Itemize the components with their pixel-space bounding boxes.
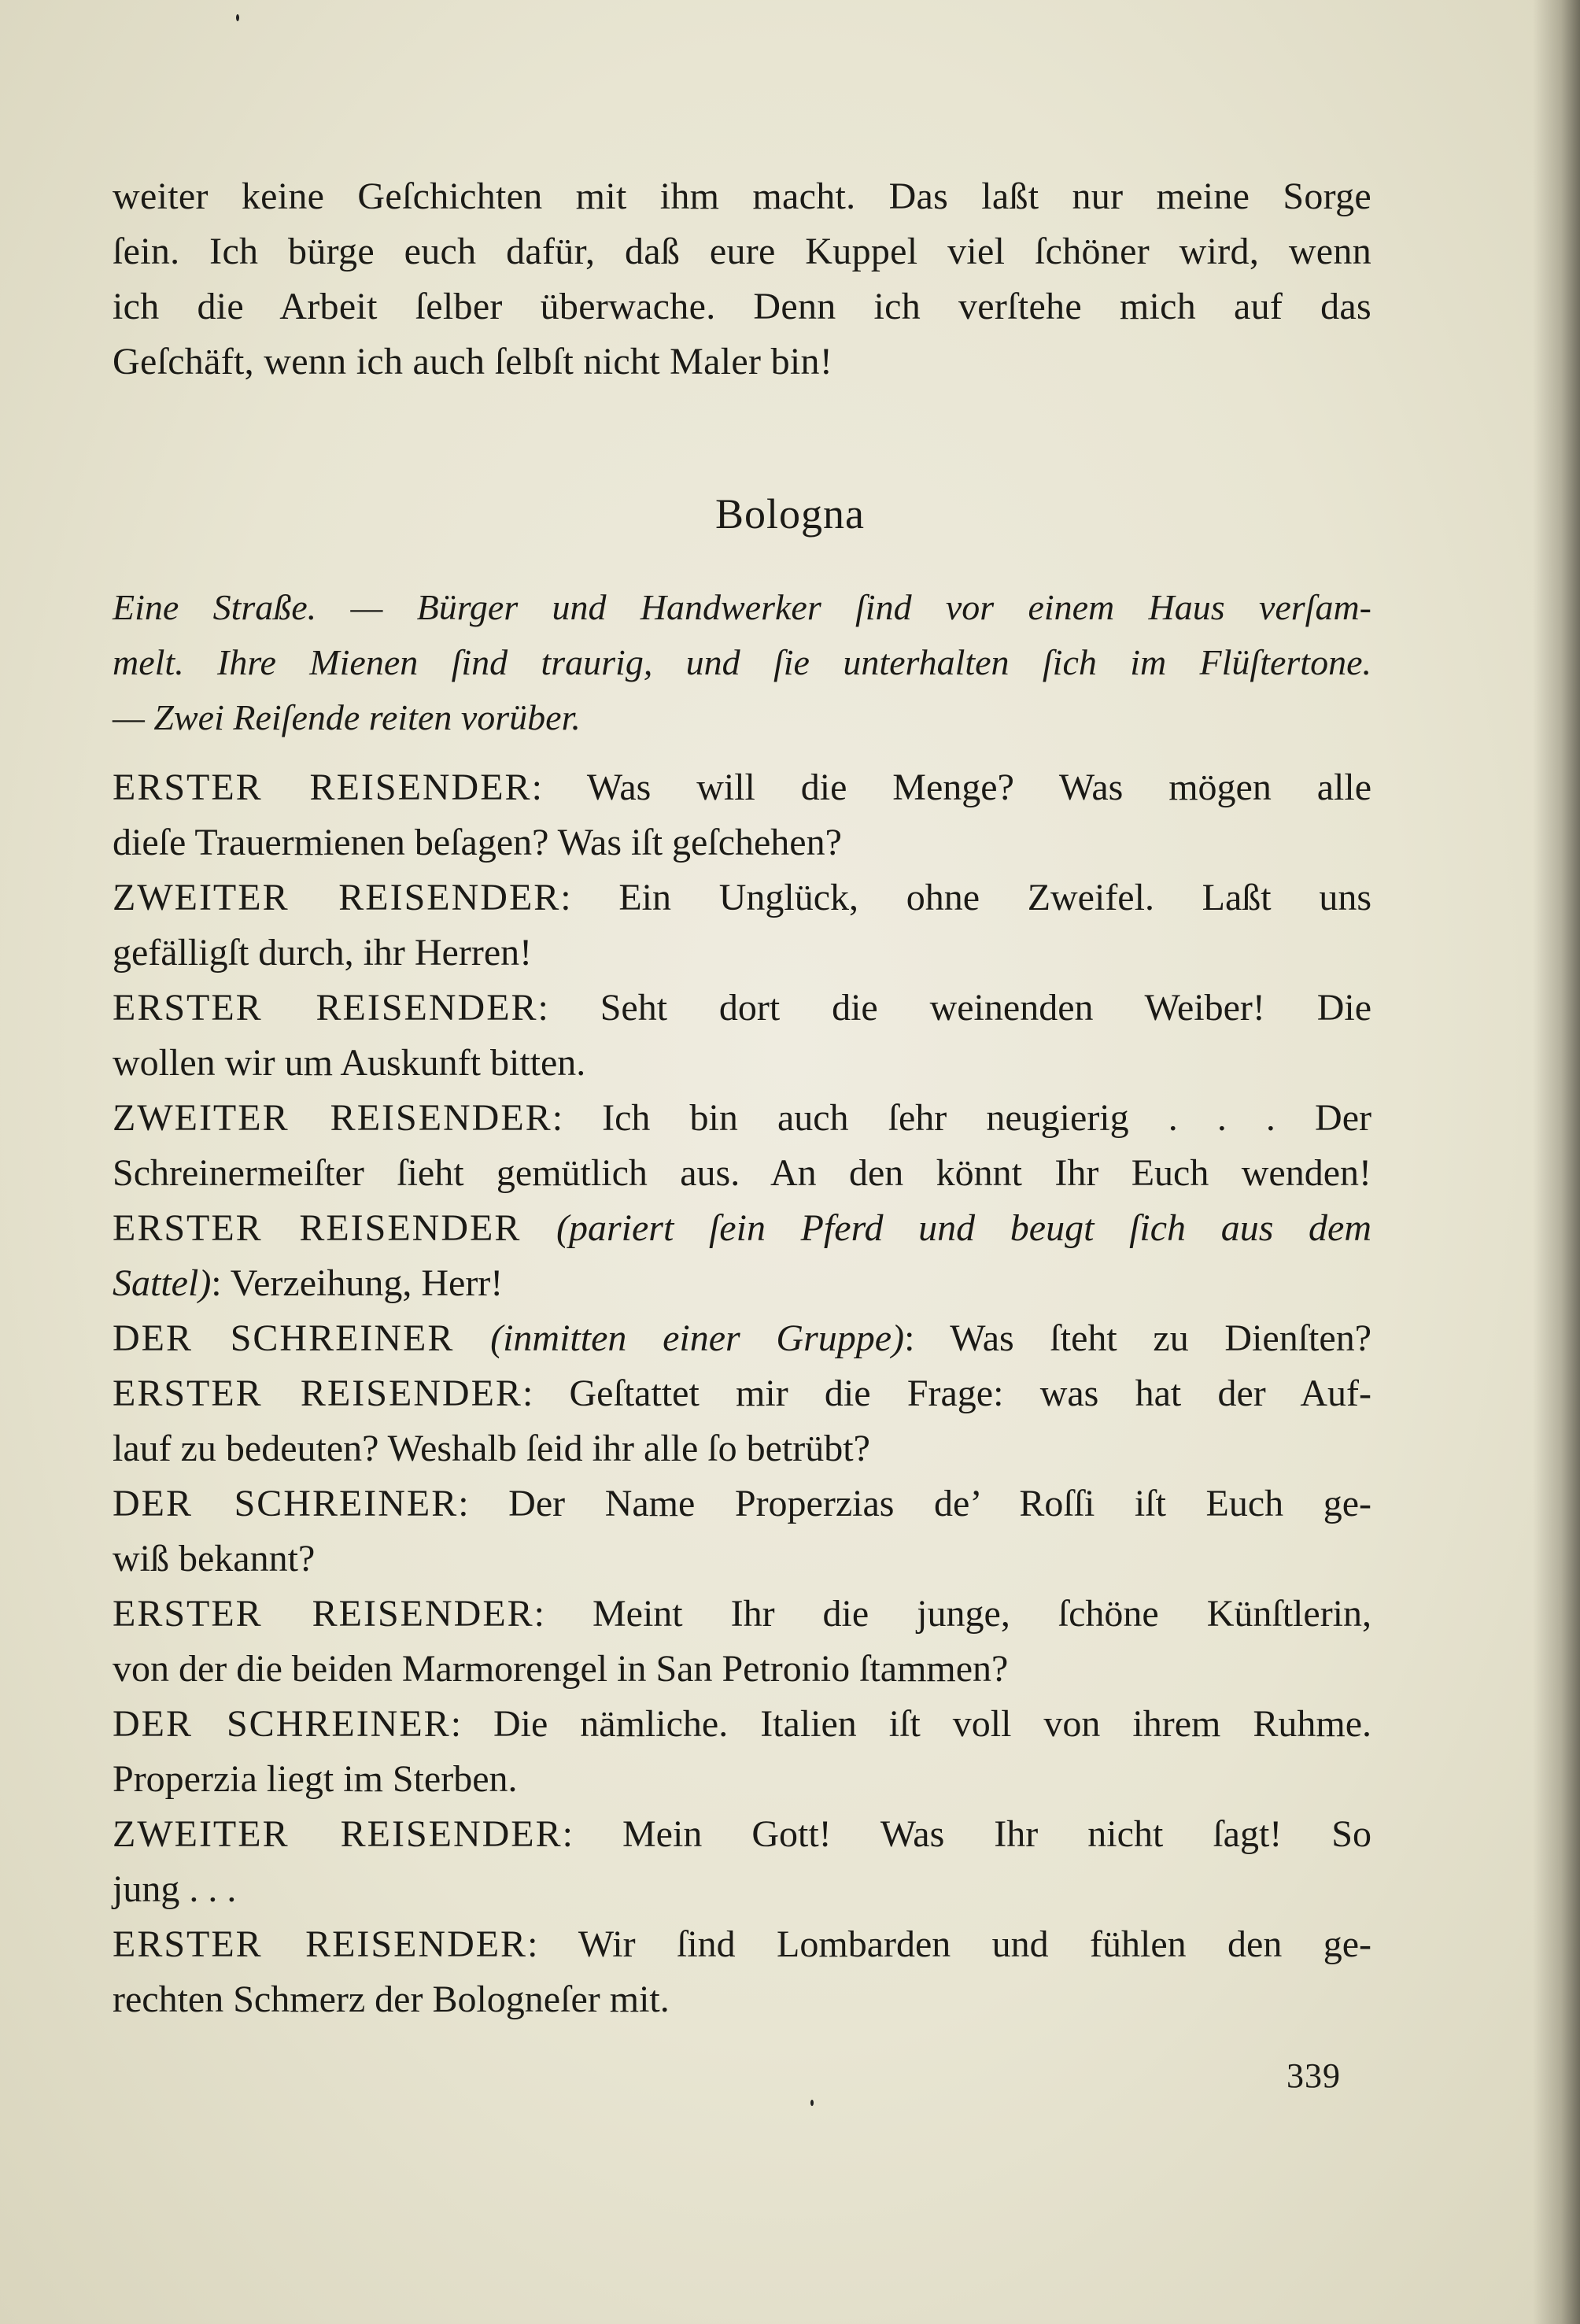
speech-line: [113, 1697, 1371, 1752]
speaker-name: ERSTER REISENDER: [113, 1593, 534, 1635]
speech-text: : Mein Gott! Was Ihr nicht ſagt! So: [562, 1813, 1371, 1855]
speaker-name: ERSTER REISENDER: [113, 987, 538, 1029]
stage-direction-inline: (inmitten einer Gruppe): [454, 1317, 905, 1359]
text-line: ich die Arbeit ſelber überwache. Denn ich verſtehe mich auf das: [113, 286, 1371, 327]
speech-text: : Was ſteht zu Dienſten?: [904, 1317, 1371, 1359]
speech-line: [113, 1476, 1371, 1531]
scene-title: Bologna: [715, 490, 865, 538]
speech-line: wiß bekannt?: [113, 1538, 316, 1580]
speech-text: : Geſtattet mir die Frage: was hat der Auf-: [522, 1373, 1372, 1414]
speech-line: wollen wir um Auskunft bitten.: [113, 1042, 586, 1084]
speaker-name: DER SCHREINER: [113, 1483, 459, 1524]
speaker-name: ZWEITER REISENDER: [113, 1097, 552, 1139]
speaker-name: ERSTER REISENDER: [113, 1923, 528, 1965]
speech-line: [113, 1091, 1371, 1146]
speech-line: Properzia liegt im Sterben.: [113, 1758, 518, 1800]
speech-line: [113, 870, 1371, 926]
paper-speck: [810, 2100, 814, 2106]
speaker-name: ERSTER REISENDER: [113, 1207, 522, 1249]
paper-speck: [236, 14, 239, 21]
speech-line: [113, 760, 1371, 815]
speaker-name: ERSTER REISENDER: [113, 1373, 522, 1414]
speech-line: Schreinermeiſter ſieht gemütlich aus. An den könnt Ihr Euch wenden!: [113, 1152, 1371, 1194]
speech-line: jung . . .: [113, 1868, 237, 1910]
speech-line: von der die beiden Marmorengel in San Petronio ſtammen?: [113, 1648, 1009, 1690]
speech-line: [113, 1366, 1371, 1421]
page-shadow-edge: [1533, 0, 1580, 2324]
speech-text: : Ich bin auch ſehr neugierig . . . Der: [552, 1097, 1371, 1139]
stage-direction-inline: Sattel): [113, 1262, 212, 1304]
speech-line: [113, 981, 1371, 1036]
speech-line: lauf zu bedeuten? Weshalb ſeid ihr alle ſo betrübt?: [113, 1428, 870, 1469]
stage-line: Eine Straße. — Bürger und Handwerker ſind vor einem Haus verſam-: [113, 587, 1371, 627]
speech-text: : Ein Unglück, ohne Zweifel. Laßt uns: [560, 877, 1371, 918]
speech-line: rechten Schmerz der Bologneſer mit.: [113, 1979, 670, 2020]
stage-direction-inline: (pariert ſein Pferd und beugt ſich aus dem: [521, 1207, 1372, 1249]
speech-line: [113, 1311, 1371, 1366]
speech-text: : Verzeihung, Herr!: [211, 1262, 504, 1304]
speech-text: : Meint Ihr die junge, ſchöne Künſtlerin,: [533, 1593, 1372, 1635]
stage-line: — Zwei Reiſende reiten vorüber.: [113, 697, 581, 737]
speech-line: [113, 1917, 1371, 1972]
text-line: ſein. Ich bürge euch dafür, daß eure Kuppel viel ſchöner wird, wenn: [113, 231, 1371, 272]
text-line: Geſchäft, wenn ich auch ſelbſt nicht Maler bin!: [113, 341, 833, 382]
speech-line: [113, 1587, 1371, 1642]
speaker-name: DER SCHREINER: [113, 1703, 451, 1745]
speaker-name: ERSTER REISENDER: [113, 767, 532, 808]
speech-text: : Seht dort die weinenden Weiber! Die: [537, 987, 1372, 1029]
speaker-name: ZWEITER REISENDER: [113, 877, 561, 918]
speech-text: : Was will die Menge? Was mögen alle: [531, 767, 1371, 808]
speech-text: : Die nämliche. Italien iſt voll von ihrem Ruhme.: [450, 1703, 1371, 1745]
speech-line: [113, 1256, 1371, 1311]
speech-line: [113, 1807, 1371, 1862]
text-line: weiter keine Geſchichten mit ihm macht. Das laßt nur meine Sorge: [113, 176, 1371, 217]
speech-line: gefälligſt durch, ihr Herren!: [113, 932, 533, 974]
speech-line: dieſe Trauermienen beſagen? Was iſt geſchehen?: [113, 822, 842, 863]
speech-text: : Wir ſind Lombarden und fühlen den ge-: [527, 1923, 1371, 1965]
speaker-name: DER SCHREINER: [113, 1317, 455, 1359]
dialogue: [113, 760, 1371, 2027]
stage-line: melt. Ihre Mienen ſind traurig, und ſie unterhalten ſich im Flüſtertone.: [113, 642, 1371, 682]
top-paragraph: [113, 169, 1371, 390]
page-number: 339: [1287, 2056, 1341, 2095]
speech-line: [113, 1201, 1371, 1256]
stage-direction: [113, 580, 1371, 745]
speech-text: : Der Name Properzias de’ Roſſi iſt Euch ge-: [458, 1483, 1371, 1524]
speaker-name: ZWEITER REISENDER: [113, 1813, 563, 1855]
